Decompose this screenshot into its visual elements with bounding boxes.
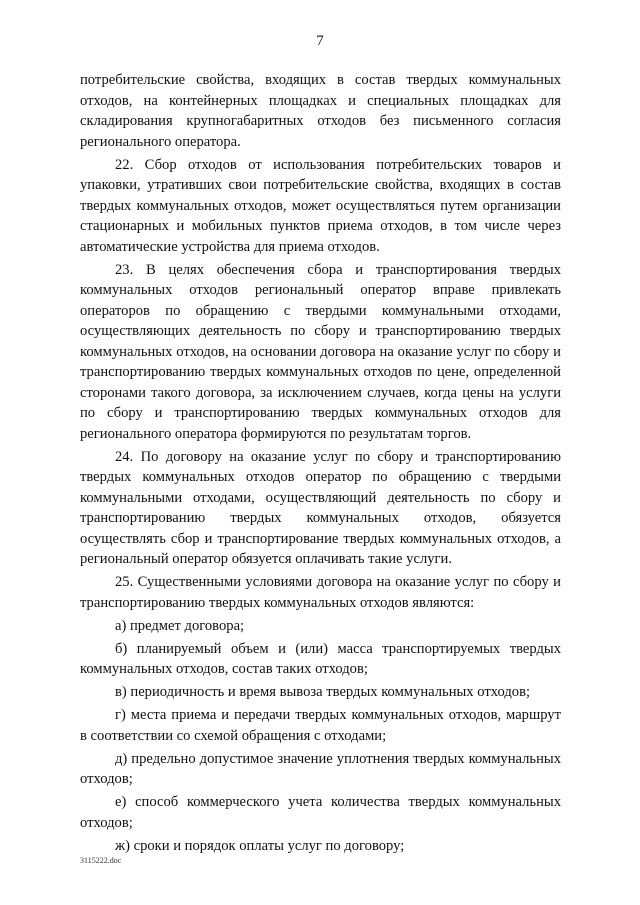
page-number: 7 xyxy=(316,33,324,49)
paragraph-25: 25. Существенными условиями договора на оказание услуг по сбору и транспортированию твердых коммунальных отходов являются: xyxy=(80,574,561,611)
list-item-a: а) предмет договора; xyxy=(115,617,245,634)
list-item-zh: ж) сроки и порядок оплаты услуг по договору; xyxy=(115,837,405,854)
list-item-b: б) планируемый объем и (или) масса транспортируемых твердых коммунальных отходов, состав таких отходов; xyxy=(80,640,561,677)
paragraph-23: 23. В целях обеспечения сбора и транспортирования твердых коммунальных отходов региональный оператор вправе привлекать операторов по обращению с твердыми коммунальными отходами, осуществляющих деятельность по сбору и транспортированию твердых коммунальных отходов, на основании договора на оказание услуг по сбору и транспортированию твердых коммунальных отходов по цене, определенной сторонами такого договора, за исключением случаев, когда цены на услуги по сбору и транспортированию твердых коммунальных отходов для регионального оператора формируются по результатам торгов. xyxy=(80,261,561,442)
paragraph-continuation: потребительские свойства, входящих в состав твердых коммунальных отходов, на контейнерных площадках и специальных площадках для складирования крупногабаритных отходов без письменного согласия регионального оператора. xyxy=(80,72,561,150)
list-item-v: в) периодичность и время вывоза твердых коммунальных отходов; xyxy=(115,684,531,700)
list-item-g: г) места приема и передачи твердых коммунальных отходов, маршрут в соответствии со схемой обращения с отходами; xyxy=(80,707,561,744)
document-body xyxy=(80,70,561,859)
list-item-e: е) способ коммерческого учета количества твердых коммунальных отходов; xyxy=(80,794,561,831)
paragraph-22: 22. Сбор отходов от использования потребительских товаров и упаковки, утративших свои потребительские свойства, входящих в состав твердых коммунальных отходов, может осуществляться путем организации стационарных и мобильных пунктов приема отходов, в том числе через автоматические устройства для приема отходов. xyxy=(80,156,561,255)
list-item-d: д) предельно допустимое значение уплотнения твердых коммунальных отходов; xyxy=(80,750,561,787)
paragraph-24: 24. По договору на оказание услуг по сбору и транспортированию твердых коммунальных отходов оператор по обращению с твердыми коммунальными отходами, осуществляющий деятельность по сбору и транспортированию твердых коммунальных отходов, обязуется осуществлять сбор и транспортирование твердых коммунальных отходов, а региональный оператор обязуется оплачивать такие услуги. xyxy=(80,448,561,567)
document-filename: 3115222.doc xyxy=(80,856,122,865)
